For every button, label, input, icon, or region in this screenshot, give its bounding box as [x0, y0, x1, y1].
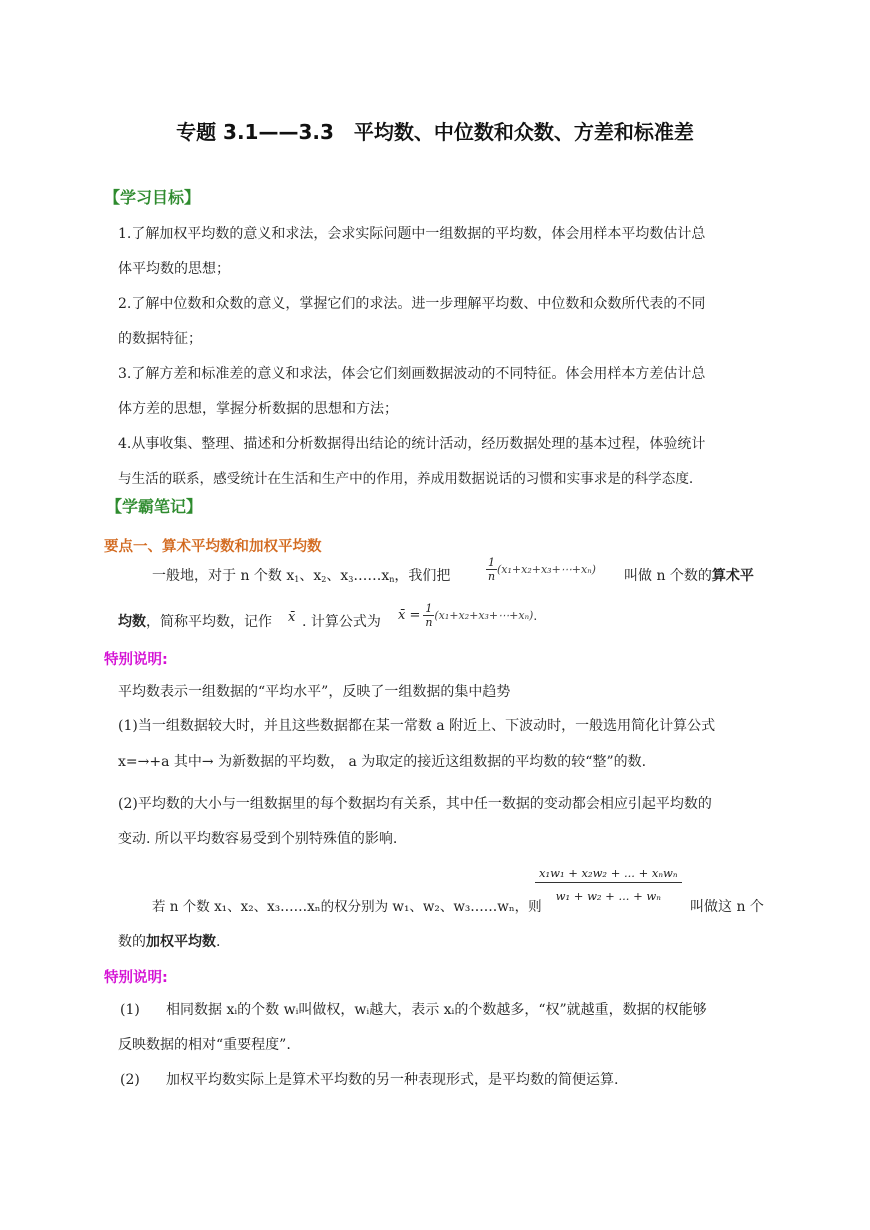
mean-definition-line-1-end: 叫做 n 个数的算术平	[624, 568, 754, 584]
section-learning-goals: 【学习目标】	[104, 188, 201, 207]
mean-definition-line-1: 一般地，对于 n 个数 $x_1$、$x_2$、$x_3\dots\dots x_n$，我们把	[152, 568, 451, 584]
note-2-item-2-text: 加权平均数实际上是算术平均数的另一种表现形式，是平均数的简便运算.	[166, 1072, 619, 1088]
goal-4-line-1: 4.从事收集、整理、描述和分析数据得出结论的统计活动，经历数据处理的基本过程，体验统计	[118, 436, 706, 452]
goal-2-line-2: 的数据特征；	[118, 331, 202, 347]
xbar-symbol: x̄	[288, 610, 296, 625]
note-1-line-3: x=→+a 其中→ 为新数据的平均数， a 为取定的接近这组数据的平均数的较“整”的数.	[118, 754, 647, 770]
note-1-line-2: (1)当一组数据较大时，并且这些数据都在某一常数 a 附近上、下波动时，一般选用简化计算公式	[118, 718, 716, 734]
mean-formula: x̄ = $\frac{1}{n}$ (x₁+x₂+x₃+⋯+xₙ) .	[398, 602, 538, 629]
goal-3-line-1: 3.了解方差和标准差的意义和求法，体会它们刻画数据波动的不同特征。体会用样本方差估计总	[118, 366, 706, 382]
mean-expression: 1 n (x₁+x₂+x₃+⋯+xₙ)	[487, 556, 596, 583]
page-title: 专题 3.1——3.3 平均数、中位数和众数、方差和标准差	[176, 120, 694, 144]
section-notes: 【学霸笔记】	[106, 497, 203, 516]
goal-3-line-2: 体方差的思想，掌握分析数据的思想和方法；	[118, 401, 398, 417]
note-2-item-1-text: 相同数据 xᵢ的个数 wᵢ叫做权，wᵢ越大，表示 xᵢ的个数越多，“权”就越重，数据的权能够	[166, 1002, 707, 1018]
weighted-definition-line-1: 若 n 个数 x₁、x₂、x₃……xₙ的权分别为 w₁、w₂、w₃……wₙ，则	[152, 899, 542, 915]
weighted-formula: x₁w₁ + x₂w₂ + ... + xₙwₙ w₁ + w₂ + ... + wₙ	[535, 866, 682, 903]
goal-1-line-2: 体平均数的思想；	[118, 261, 230, 277]
special-note-label-1: 特别说明:	[104, 652, 168, 668]
note-2-item-1-number: (1)	[120, 1002, 140, 1018]
weighted-definition-line-2: 数的加权平均数.	[118, 934, 221, 950]
goal-2-line-1: 2.了解中位数和众数的意义，掌握它们的求法。进一步理解平均数、中位数和众数所代表的不同	[118, 296, 706, 312]
goal-4-line-2: 与生活的联系，感受统计在生活和生产中的作用，养成用数据说话的习惯和实事求是的科学态度.	[118, 471, 694, 487]
note-1-line-4: (2)平均数的大小与一组数据里的每个数据均有关系，其中任一数据的变动都会相应引起平均数的	[118, 796, 712, 812]
special-note-label-2: 特别说明:	[104, 970, 168, 986]
note-2-item-1-continued: 反映数据的相对“重要程度”.	[118, 1037, 291, 1053]
mean-definition-line-2: 均数，简称平均数，记作	[118, 614, 272, 630]
point-1-heading: 要点一、算术平均数和加权平均数	[104, 539, 322, 555]
note-2-item-2-number: (2)	[120, 1072, 140, 1088]
note-1-line-5: 变动. 所以平均数容易受到个别特殊值的影响.	[118, 831, 398, 847]
weighted-definition-line-1-end: 叫做这 n 个	[690, 899, 764, 915]
note-1-line-1: 平均数表示一组数据的“平均水平”，反映了一组数据的集中趋势	[118, 684, 511, 700]
formula-intro: . 计算公式为	[302, 614, 381, 630]
goal-1-line-1: 1.了解加权平均数的意义和求法，会求实际问题中一组数据的平均数，体会用样本平均数估计总	[118, 226, 706, 242]
